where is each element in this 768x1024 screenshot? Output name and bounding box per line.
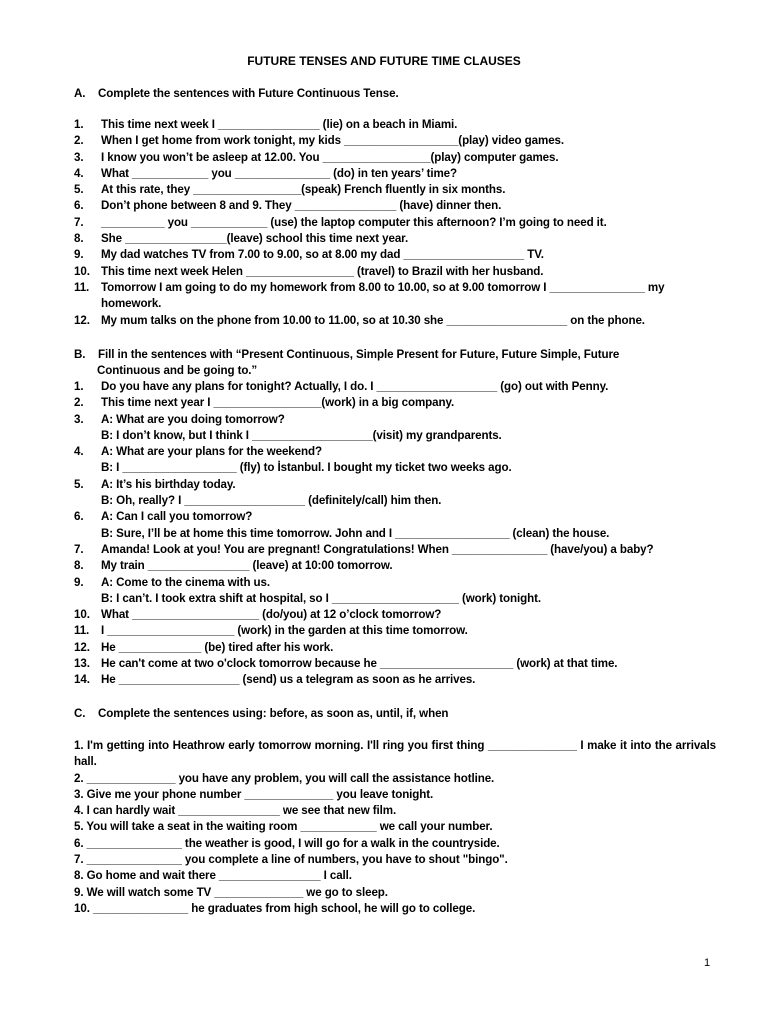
- item-number: 10.: [74, 264, 90, 278]
- item-line: B: Oh, really? I ___________________ (definitely/call) him then.: [101, 494, 442, 508]
- item-number: 7.: [74, 542, 84, 556]
- item-number: 2.: [74, 396, 84, 410]
- section-a-instructions: Complete the sentences with Future Continuous Tense.: [98, 87, 399, 100]
- item-number: 8.: [74, 559, 84, 573]
- section-c-label: C.: [74, 707, 86, 720]
- page-title: FUTURE TENSES AND FUTURE TIME CLAUSES: [247, 54, 521, 68]
- section-a-label: A.: [74, 87, 86, 100]
- item-line: B: I __________________ (fly) to İstanbul. I bought my ticket two weeks ago.: [101, 461, 512, 475]
- section-a-item: [74, 166, 721, 182]
- item-number: 5.: [74, 477, 84, 491]
- item-line: Do you have any plans for tonight? Actually, I do. I ___________________ (go) out with Penny.: [101, 380, 609, 393]
- item-text: __________ you ____________ (use) the laptop computer this afternoon? I’m going to need it.: [101, 215, 607, 229]
- section-c-list: [74, 738, 716, 917]
- item-number: 3.: [74, 150, 84, 164]
- section-c-item: 6. _______________ the weather is good, I will go for a walk in the countryside.: [74, 836, 500, 850]
- section-a-item: [74, 198, 721, 214]
- item-line: A: Come to the cinema with us.: [101, 575, 270, 589]
- item-number: 9.: [74, 248, 84, 262]
- section-b-item: [74, 640, 721, 656]
- item-number: 6.: [74, 510, 84, 524]
- section-b-item: [74, 509, 721, 542]
- section-a-list: [74, 117, 721, 329]
- section-c-item: 10. _______________ he graduates from high school, he will go to college.: [74, 901, 476, 915]
- section-a-item: [74, 133, 721, 149]
- item-line: A: What are your plans for the weekend?: [101, 445, 322, 459]
- item-number: 11.: [74, 280, 90, 294]
- item-text: At this rate, they _________________(speak) French fluently in six months.: [101, 183, 506, 197]
- item-line: B: Sure, I’ll be at home this time tomorrow. John and I __________________ (clean) the house.: [101, 526, 610, 540]
- item-line: I ____________________ (work) in the garden at this time tomorrow.: [101, 624, 468, 638]
- page-number: 1: [704, 957, 711, 969]
- item-text: My mum talks on the phone from 10.00 to 11.00, so at 10.30 she ___________________ on the phone.: [101, 313, 645, 327]
- section-b-heading: [74, 347, 714, 380]
- item-number: 4.: [74, 445, 84, 459]
- item-number: 11.: [74, 624, 90, 638]
- item-number: 12.: [74, 313, 90, 327]
- item-number: 6.: [74, 199, 84, 213]
- item-line: A: Can I call you tomorrow?: [101, 510, 253, 524]
- item-line: He can't come at two o'clock tomorrow because he _____________________ (work) at that time.: [101, 657, 618, 671]
- section-a-item: [74, 280, 721, 313]
- item-line: What ____________________ (do/you) at 12 o’clock tomorrow?: [101, 608, 442, 622]
- section-b-instructions-line2: Continuous and be going to.”: [97, 364, 258, 378]
- item-text: I know you won’t be asleep at 12.00. You _________________(play) computer games.: [101, 150, 559, 164]
- item-number: 5.: [74, 183, 84, 197]
- item-line: This time next year I _________________(work) in a big company.: [101, 396, 455, 410]
- item-text: She ________________(leave) school this time next year.: [101, 232, 409, 246]
- section-a-item: [74, 247, 721, 263]
- item-line: He _____________ (be) tired after his work.: [101, 640, 334, 654]
- section-b-item: [74, 412, 721, 445]
- item-number: 1.: [74, 380, 84, 393]
- item-text: My dad watches TV from 7.00 to 9.00, so at 8.00 my dad ___________________ TV.: [101, 248, 544, 262]
- section-b-instructions-line1: Fill in the sentences with “Present Continuous, Simple Present for Future, Future Simple, Future: [98, 348, 620, 361]
- item-number: 4.: [74, 166, 84, 180]
- item-text: When I get home from work tonight, my kids __________________(play) video games.: [101, 134, 565, 148]
- item-number: 3.: [74, 412, 84, 426]
- item-text: What ____________ you _______________ (do) in ten years’ time?: [101, 166, 457, 180]
- section-b-item: [74, 558, 721, 574]
- item-line: B: I don’t know, but I think I ___________________(visit) my grandparents.: [101, 428, 502, 442]
- item-line: A: What are you doing tomorrow?: [101, 412, 285, 426]
- section-b-label: B.: [74, 348, 86, 361]
- section-b-item: [74, 607, 721, 623]
- section-c-item: 8. Go home and wait there ________________ I call.: [74, 869, 352, 883]
- section-b-item: [74, 444, 721, 477]
- item-text: This time next week Helen _________________ (travel) to Brazil with her husband.: [101, 264, 544, 278]
- item-number: 1.: [74, 118, 84, 131]
- section-a-item: [74, 182, 721, 198]
- section-b-item: [74, 477, 721, 510]
- item-text: This time next week I ________________ (lie) on a beach in Miami.: [101, 118, 458, 131]
- item-line: A: It’s his birthday today.: [101, 477, 236, 491]
- section-b-item: [74, 623, 721, 639]
- section-c-item: 9. We will watch some TV ______________ we go to sleep.: [74, 885, 388, 899]
- item-text: Tomorrow I am going to do my homework from 8.00 to 10.00, so at 9.00 tomorrow I _______________ my homework.: [101, 280, 665, 311]
- section-a-item: [74, 215, 721, 231]
- item-number: 2.: [74, 134, 84, 148]
- section-a-item: [74, 117, 721, 133]
- section-b-list: [74, 379, 721, 689]
- item-line: My train ________________ (leave) at 10:00 tomorrow.: [101, 559, 393, 573]
- section-b-item: [74, 575, 721, 608]
- section-c-instructions: Complete the sentences using: before, as soon as, until, if, when: [98, 707, 449, 720]
- section-c-item: 1. I'm getting into Heathrow early tomorrow morning. I'll ring you first thing ______________ I make it into the arrivals hall.: [74, 739, 716, 769]
- item-text: Don’t phone between 8 and 9. They ________________ (have) dinner then.: [101, 199, 502, 213]
- item-line: B: I can’t. I took extra shift at hospital, so I ____________________ (work) tonight.: [101, 591, 541, 605]
- section-a-heading: [74, 86, 714, 102]
- section-b-item: [74, 672, 721, 688]
- section-b-item: [74, 379, 721, 395]
- section-a-item: [74, 313, 721, 329]
- item-number: 8.: [74, 232, 84, 246]
- section-c-item: 7. _______________ you complete a line of numbers, you have to shout "bingo".: [74, 853, 508, 867]
- item-number: 10.: [74, 608, 90, 622]
- section-a-item: [74, 264, 721, 280]
- section-c-item: 3. Give me your phone number ______________ you leave tonight.: [74, 787, 434, 801]
- item-line: He ___________________ (send) us a telegram as soon as he arrives.: [101, 673, 476, 687]
- section-b-item: [74, 542, 721, 558]
- section-c-item: 5. You will take a seat in the waiting room ____________ we call your number.: [74, 820, 493, 834]
- item-number: 9.: [74, 575, 84, 589]
- section-a-item: [74, 231, 721, 247]
- section-b-item: [74, 656, 721, 672]
- item-number: 12.: [74, 640, 90, 654]
- section-a-item: [74, 150, 721, 166]
- section-c-heading: [74, 706, 714, 722]
- item-number: 13.: [74, 657, 90, 671]
- item-line: Amanda! Look at you! You are pregnant! Congratulations! When _______________ (have/you) a baby?: [101, 542, 654, 556]
- item-number: 7.: [74, 215, 84, 229]
- section-b-item: [74, 395, 721, 411]
- section-c-item: 4. I can hardly wait ________________ we see that new film.: [74, 804, 397, 818]
- item-number: 14.: [74, 673, 90, 687]
- section-c-item: 2. ______________ you have any problem, you will call the assistance hotline.: [74, 771, 495, 785]
